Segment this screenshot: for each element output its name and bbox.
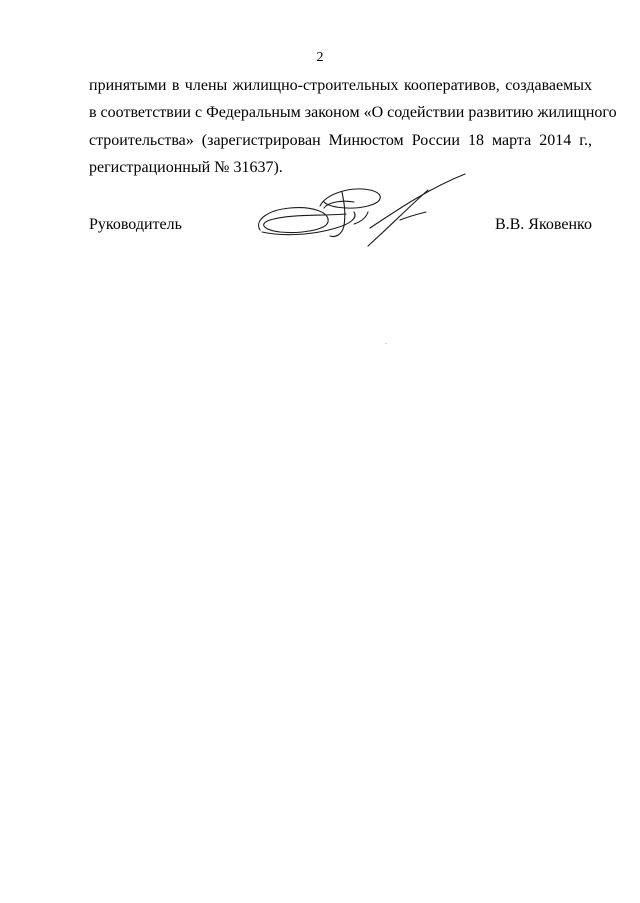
signer-name: В.В. Яковенко [494, 216, 592, 233]
paragraph-line-1: принятыми в члены жилищно-строительных кооперативов, создаваемых [89, 77, 592, 94]
paragraph-line-3: строительства» (зарегистрирован Минюстом России 18 марта 2014 г., [89, 132, 592, 149]
paragraph-line-2: в соответствии с Федеральным законом «О содействии развитию жилищного [89, 104, 617, 121]
scan-speck [385, 343, 387, 344]
signer-title: Руководитель [89, 216, 182, 233]
paragraph-line-4: регистрационный № 31637). [89, 159, 283, 176]
handwritten-signature-icon [250, 172, 470, 252]
page-number: 2 [316, 50, 324, 65]
